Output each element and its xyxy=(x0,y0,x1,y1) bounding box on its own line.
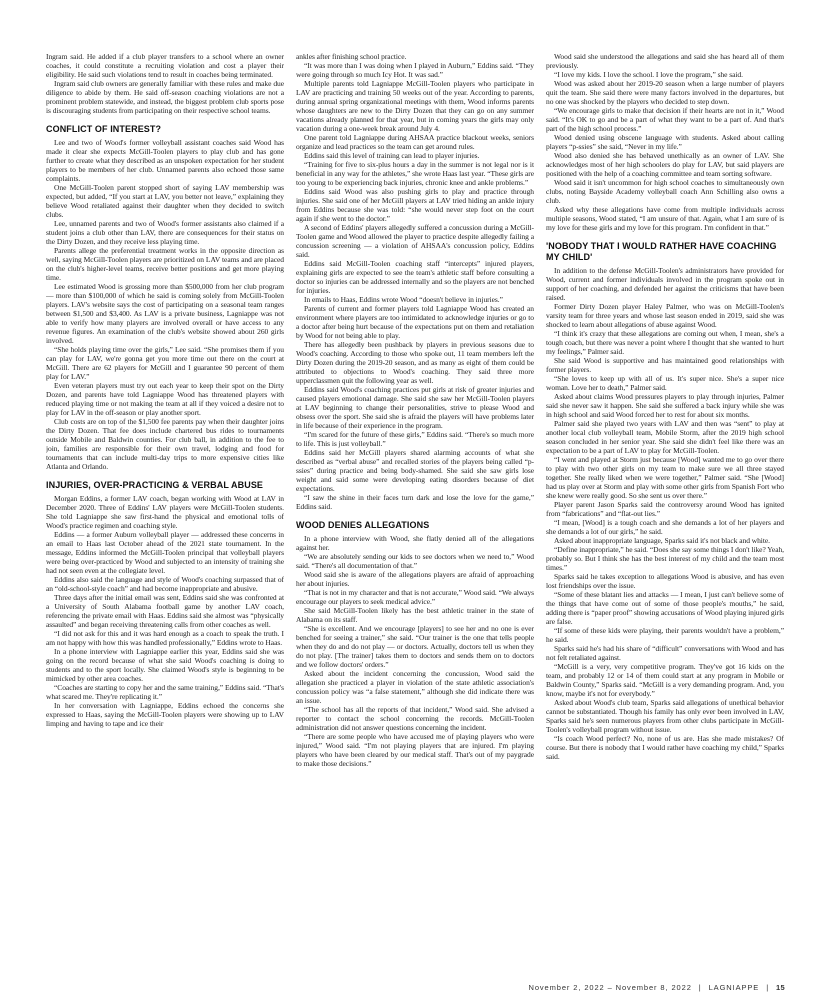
paragraph: “I mean, [Wood] is a tough coach and she demands a lot of her players and she demands a lot of our girls,” he said. xyxy=(546,517,784,536)
column-3 xyxy=(546,52,784,972)
paragraph: “McGill is a very, very competitive program. They've got 16 kids on the team, and probably 12 or 14 of them could start at any program in Mobile or Baldwin County,” Sparks said. “McGill is a very demanding program. And, you know, maybe it's not for everybody.” xyxy=(546,661,784,698)
paragraph: One McGill-Toolen parent stopped short of saying LAV membership was expected, but added, “If you start at LAV, you better not leave,” explaining they believe Wood retaliated against their daughter when they decided to switch clubs. xyxy=(46,182,284,219)
paragraph: “Define inappropriate,” he said. “Does she say some things I don't like? Yeah, probably so. But I think she has the best interest of my child and the team most times.” xyxy=(546,544,784,572)
paragraph: Player parent Jason Sparks said the controversy around Wood has ignited from “fabrications” and “flat-out lies.” xyxy=(546,499,784,518)
paragraph: One parent told Lagniappe during AHSAA practice blackout weeks, seniors organize and lead practices so the team can get around rules. xyxy=(296,133,534,151)
paragraph: Lee, unnamed parents and two of Wood's former assistants also claimed if a student joins a club other than LAV, there are consequences for their status on the Dirty Dozen, and they receive less playing time. xyxy=(46,218,284,246)
paragraph: Eddins said McGill-Toolen coaching staff “intercepts” injured players, explaining girls are expected to see the team's athletic staff before consulting a doctor so injuries can be addressed internally and so the players are not benched for injuries. xyxy=(296,259,534,295)
paragraph: Parents allege the preferential treatment works in the opposite direction as well, saying McGill-Toolen players are prioritized on LAV teams and are placed on the club's higher-level teams, receive better positions and get more playing time. xyxy=(46,245,284,282)
paragraph: “It was more than I was doing when I played in Auburn,” Eddins said. “They were going through so much Icy Hot. It was sad.” xyxy=(296,61,534,79)
paragraph: Lee and two of Wood's former volleyball assistant coaches said Wood has made it clear she expects McGill-Toolen players to play club and has gone further to create what they described as an unspoken expectation for her student players to be members of her club. Unnamed parents also echoed those same complaints. xyxy=(46,137,284,183)
footer-separator-2: | xyxy=(766,983,770,992)
paragraph: In a phone interview with Wood, she flatly denied all of the allegations against her. xyxy=(296,533,534,552)
paragraph: Eddins also said the language and style of Wood's coaching surpassed that of an “old-school-style coach” and had become inappropriate and abusive. xyxy=(46,574,284,593)
paragraph: In a phone interview with Lagniappe earlier this year, Eddins said she was going on the record because of what she said Wood's coaching is doing to students and to the sport locally. She claimed Wood's style is beginning to be mimicked by other area coaches. xyxy=(46,646,284,683)
paragraph: “I'm scared for the future of these girls,” Eddins said. “There's so much more to life. This is just volleyball.” xyxy=(296,430,534,448)
paragraph: “That is not in my character and that is not accurate,” Wood said. “We always encourage our players to seek medical advice.” xyxy=(296,587,534,606)
paragraph: Wood was asked about her 2019-20 season when a large number of players quit the team. She said there were many factors involved in the departures, but no one was shocked by the players who decided to step down. xyxy=(546,79,784,106)
publication-name: LAGNIAPPE xyxy=(708,983,760,992)
paragraph: Asked why these allegations have come from multiple individuals across multiple seasons, Wood stated, “I am unsure of that. Again, what I am sure of is my love for these girls and my love for this program. I'm confident in that.” xyxy=(546,205,784,232)
page-number: 15 xyxy=(776,983,785,992)
paragraph: Palmer said she played two years with LAV and then was “sent” to play at another local club volleyball team, Mobile Storm, after the 2019 high school season concluded in her senior year. She said she didn't feel like there was an expectation to be a part of LAV to play for McGill-Toolen. xyxy=(546,418,784,455)
paragraph: In addition to the defense McGill-Toolen's administrators have provided for Wood, current and former individuals involved in the program spoke out in support of her coaching, and defended her against the criticisms that have been raised. xyxy=(546,265,784,302)
paragraph: “She is excellent. And we encourage [players] to see her and no one is ever benched for seeing a trainer,” she said. “Our trainer is the one that tells people when they do and do not play — or doctors. Actually, doctors tell us when they do not play. [The trainer] takes them to doctors and sends them on to doctors and we follow doctors' orders.” xyxy=(296,623,534,669)
paragraph: Lee estimated Wood is grossing more than $500,000 from her club program — more than $100,000 of which he said is coming solely from McGill-Toolen players. LAV's website says the cost of participating on a seasonal team ranges between $1,500 and $3,400. As LAV is a private business, Lagniappe was not able to verify how many players are involved overall or have access to any revenue figures. An examination of the club's website showed about 260 girls involved. xyxy=(46,281,284,345)
paragraph: Morgan Eddins, a former LAV coach, began working with Wood at LAV in December 2020. Three of Eddins' LAV players were McGill-Toolen students. She told Lagniappe she saw first-hand the physical and emotional tolls of Wood's practice regimen and coaching style. xyxy=(46,493,284,530)
paragraph: She said McGill-Toolen likely has the best athletic trainer in the state of Alabama on its staff. xyxy=(296,605,534,624)
paragraph: “We are absolutely sending our kids to see doctors when we need to,” Wood said. “There's all documentation of that.” xyxy=(296,551,534,570)
section-heading: CONFLICT OF INTEREST? xyxy=(46,124,162,134)
paragraph: Wood also denied she has behaved unethically as an owner of LAV. She acknowledges most of her high schoolers do play for LAV, but said players are positioned with the help of a coaching committee and team sorting software. xyxy=(546,151,784,178)
paragraph: Three days after the initial email was sent, Eddins said she was confronted at a University of South Alabama football game by another LAV coach, referencing the private email with Haas. Eddins said she almost was “physically assaulted” and began receiving threatening calls from other coaches as well. xyxy=(46,592,284,629)
paragraph: “There are some people who have accused me of playing players who were injured,” Wood said. “I'm not playing players that are injured. I'm playing players who have been cleared by our medical staff. That's out of my paygrade to make those decisions.” xyxy=(296,731,534,768)
section-heading: 'NOBODY THAT I WOULD RATHER HAVE COACHING MY CHILD' xyxy=(546,241,777,262)
paragraph: “I think it's crazy that these allegations are coming out when, I mean, she's a tough coach, but there was never a point where I thought that she wanted to hurt my feelings,” Palmer said. xyxy=(546,328,784,356)
paragraph: Sparks said he takes exception to allegations Wood is abusive, and has even lost friendships over the issue. xyxy=(546,571,784,590)
paragraph: “I did not ask for this and it was hard enough as a coach to speak the truth. I am not happy with how this was handled professionally,” Eddins wrote to Haas. xyxy=(46,628,284,647)
paragraph: Asked about claims Wood pressures players to play through injuries, Palmer said she never saw it happen. She said she suffered a back injury while she was in high school and said Wood forced her to rest for about six months. xyxy=(546,391,784,419)
paragraph: “She holds playing time over the girls,” Lee said. “She promises them if you can play for LAV, we're gonna get you more time out there on the court at McGill. There are 62 players for McGill and I guarantee 90 percent of them play for LAV.” xyxy=(46,344,284,381)
section-heading: INJURIES, OVER-PRACTICING & VERBAL ABUSE xyxy=(46,479,264,490)
issue-dates: November 2, 2022 – November 8, 2022 xyxy=(528,983,692,992)
page-footer xyxy=(529,983,785,992)
section-heading: WOOD DENIES ALLEGATIONS xyxy=(296,520,430,530)
paragraph: “I love my kids. I love the school. I love the program,” she said. xyxy=(554,70,743,79)
paragraph: Wood said she is aware of the allegations players are afraid of approaching her about injuries. xyxy=(296,569,534,588)
column-2 xyxy=(296,52,534,972)
paragraph: “I went and played at Storm just because [Wood] wanted me to go over there to play with two other girls on my team to make sure we all three stayed together. She really liked when we were together,” Palmer said. “She [Wood] had us play over at Storm and play with some other girls from Spanish Fort who she knew were really good. So she sent us over there.” xyxy=(546,454,784,500)
paragraph: “We encourage girls to make that decision if their hearts are not in it,” Wood said. “It's OK to go and be a part of what they want to be a part of. And that's part of the high school process.” xyxy=(546,106,784,133)
paragraph: Wood said she understood the allegations and said she has heard all of them previously. xyxy=(546,52,784,70)
paragraph: “Some of these blatant lies and attacks — I mean, I just can't believe some of the things that have come out of some of those people's mouths,” he said, adding there is “paper proof” showing accusations of Wood playing injured girls are false. xyxy=(546,589,784,626)
paragraph: Eddins said Wood was also pushing girls to play and practice through injuries. She said one of her McGill players at LAV tried hiding an ankle injury from Eddins because she was told: “she would never step foot on the court again if she went to the doctor.” xyxy=(296,187,534,223)
paragraph: “I saw the shine in their faces turn dark and lose the love for the game,” Eddins said. xyxy=(296,493,534,511)
paragraph: “Training for five to six-plus hours a day in the summer is not legal nor is it beneficial in any way for the athletes,” she wrote Haas last year. “These girls are too young to be experiencing back injuries, chronic knee and ankle problems.” xyxy=(296,160,534,187)
paragraph: Eddins — a former Auburn volleyball player — addressed these concerns in an email to Haas last October ahead of the 2021 state tournament. In the message, Eddins informed the McGill-Toolen principal that volleyball players were being over-practiced by Wood and subjected to an intensity of training she had not seen even at the collegiate level. xyxy=(46,529,284,575)
article-body xyxy=(46,52,784,972)
paragraph: ankles after finishing school practice. xyxy=(296,52,407,61)
column-1 xyxy=(46,52,284,972)
paragraph: Ingram said club owners are generally familiar with these rules and make due diligence to abide by them. He said off-season coaching violations are not a prominent problem statewide, and instead, the biggest problem club sports pose is discouraging students from participating on their respective school teams. xyxy=(46,79,284,115)
paragraph: Eddins said her McGill players shared alarming accounts of what she described as “verbal abuse” and recalled stories of the players being called “p-ssies” during practice and being body-shamed. She said she saw girls lose weight and said some were developing eating disorders because of diet expectations. xyxy=(296,448,534,493)
paragraph: Eddins said this level of training can lead to player injuries. xyxy=(304,151,480,160)
paragraph: In her conversation with Lagniappe, Eddins echoed the concerns she expressed to Haas, saying the McGill-Toolen players were showing up to LAV limping and having to tape and ice their xyxy=(46,700,284,728)
paragraph: Eddins said Wood's coaching practices put girls at risk of greater injuries and caused players emotional damage. She said she saw her McGill-Toolen players at LAV beginning to change their personalities, strive to please Wood and obsess over the sport. She said she is afraid the players will have problems later in life because of their experience in the program. xyxy=(296,385,534,430)
paragraph: Asked about the incident concerning the concussion, Wood said the allegation she practiced a player in violation of the state athletic association's concussion policy was “a false statement,” although she did indicate there was an issue. xyxy=(296,668,534,705)
paragraph: Former Dirty Dozen player Haley Palmer, who was on McGill-Toolen's varsity team for three years and whose last season ended in 2019, said she was shocked to learn about allegations of abuse against Wood. xyxy=(546,301,784,329)
paragraph: In emails to Haas, Eddins wrote Wood “doesn't believe in injuries.” xyxy=(304,295,503,304)
paragraph: She said Wood is supportive and has maintained good relationships with former players. xyxy=(546,355,784,374)
paragraph: A second of Eddins' players allegedly suffered a concussion during a McGill-Toolen game and Wood allowed the player to practice despite allegedly failing a concussion screening — a violation of AHSAA's concussion policy, Eddins said. xyxy=(296,223,534,259)
paragraph: Asked about inappropriate language, Sparks said it's not black and white. xyxy=(554,535,770,545)
paragraph: “Is coach Wood perfect? No, none of us are. Has she made mistakes? Of course. But there is nobody that I would rather have coaching my child,” Sparks said. xyxy=(546,733,784,761)
paragraph: Wood denied using obscene language with students. Asked about calling players “p-ssies” she said, “Never in my life.” xyxy=(546,133,784,151)
paragraph: “She loves to keep up with all of us. It's super nice. She's a super nice woman. Love her to death,” Palmer said. xyxy=(546,373,784,392)
footer-separator: | xyxy=(698,983,702,992)
paragraph: Asked about Wood's club team, Sparks said allegations of unethical behavior cannot be substantiated. Though his family has only ever been involved in LAV, Sparks said he's seen numerous players from other clubs participate in McGill-Toolen's volleyball program without issue. xyxy=(546,697,784,734)
paragraph: Parents of current and former players told Lagniappe Wood has created an environment where players are too intimidated to acknowledge injuries or go to a doctor after being hurt because of the expectations put on them and retaliation by Wood for not being able to play. xyxy=(296,304,534,340)
paragraph: “If some of these kids were playing, their parents wouldn't have a problem,” he said. xyxy=(546,625,784,644)
paragraph: “Coaches are starting to copy her and the same training,” Eddins said. “That's what scared me. They're replicating it.” xyxy=(46,682,284,701)
paragraph: Multiple parents told Lagniappe McGill-Toolen players who participate in LAV are practicing and training 50 weeks out of the year. According to parents, during annual spring organizational meetings with them, Wood informs parents whose daughters are new to the Dirty Dozen that they can go on any summer vacations already planned for that year, but in coming years the girls may only vacation during a one-week break around July 4. xyxy=(296,79,534,133)
paragraph: Sparks said he's had his share of “difficult” conversations with Wood and has not felt retaliated against. xyxy=(546,643,784,662)
paragraph: Club costs are on top of the $1,500 fee parents pay when their daughter joins the Dirty Dozen. That fee does include chartered bus rides to tournaments outside Mobile and Baldwin counties. For club ball, in addition to the fee to join, families are responsible for their own travel, lodging and food for tournaments that can include multi-day trips to more expensive cities like Atlanta and Orlando. xyxy=(46,416,284,471)
paragraph: Wood said it isn't uncommon for high school coaches to simultaneously own clubs, noting Bayside Academy volleyball coach Ann Schilling also owns a club. xyxy=(546,178,784,205)
paragraph: Ingram said. He added if a club player transfers to a school where an owner coaches, it could constitute a recruiting violation and cost a player their eligibility. He said such violations tend to result in coaches being terminated. xyxy=(46,52,284,79)
paragraph: “The school has all the reports of that incident,” Wood said. She advised a reporter to contact the school concerning the records. McGill-Toolen administration did not answer questions concerning the incident. xyxy=(296,704,534,732)
paragraph: There has allegedly been pushback by players in previous seasons due to Wood's coaching. According to those who spoke out, 11 team members left the Dirty Dozen during the 2019-20 season, and as many as eight of them could be attributed to objections to Wood's coaching. They said three more upperclassmen quit the following year as well. xyxy=(296,340,534,385)
paragraph: Even veteran players must try out each year to keep their spot on the Dirty Dozen, and parents have told Lagniappe Wood has threatened players with reduced playing time or not making the team at all if they voiced a desire not to play for LAV in the off-season or play another sport. xyxy=(46,380,284,417)
